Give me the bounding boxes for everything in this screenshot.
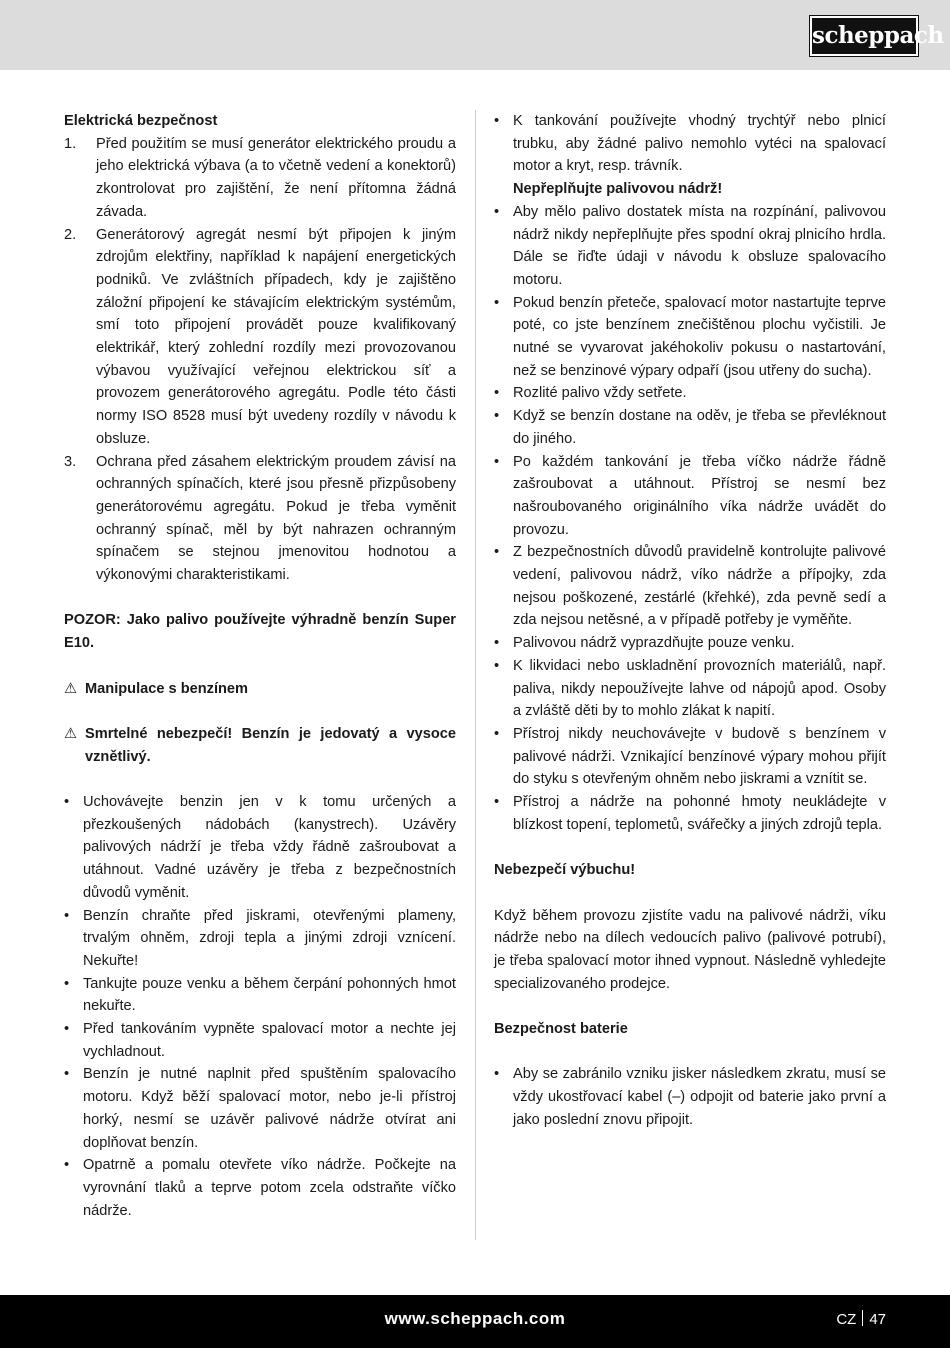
list-item-text: Aby mělo palivo dostatek místa na rozpínání, palivovou nádrž nikdy nepřeplňujte přes spodní okraj plnicího hrdla. Dále se řiďte údaji v návodu k obsluze spalovacího motoru.: [513, 203, 886, 288]
list-item: [64, 905, 456, 973]
list-item-text: Benzín je nutné naplnit před spuštěním spalovacího motoru. Když běží spalovací motor, nebo je-li přístroj horký, nesmí se uzávěr palivové nádrže otvírat ani doplňovat benzín.: [83, 1066, 456, 1151]
list-item-text: Rozlité palivo vždy setřete.: [513, 385, 687, 402]
list-item-text: Aby se zabránilo vzniku jisker následkem zkratu, musí se vždy ukostřovací kabel (–) odpojit od baterie jako první a jako poslední znovu připojit.: [513, 1066, 886, 1128]
list-item: [494, 201, 886, 292]
battery-safety-heading: Bezpečnost baterie: [494, 1021, 628, 1038]
list-item-text: Po každém tankování je třeba víčko nádrže řádně zašroubovat a utáhnout. Přístroj se nesmí bez našroubovaného originálního víka nádrže uvádět do provozu.: [513, 453, 886, 538]
danger-heading-text: Smrtelné nebezpečí! Benzín je jedovatý a vysoce vznětlivý.: [85, 725, 456, 765]
list-item: [494, 791, 886, 836]
bullet-icon: •: [494, 657, 500, 674]
page-indicator: [836, 1309, 886, 1332]
list-item: [494, 723, 886, 791]
bullet-icon: •: [494, 294, 500, 311]
bullet-icon: •: [494, 1066, 500, 1083]
bullet-icon: •: [494, 203, 500, 220]
bullet-icon: •: [494, 725, 500, 742]
no-overfill-warning: Nepřeplňujte palivovou nádrž!: [513, 181, 723, 198]
fuel-handling-bullet-list: [494, 201, 886, 837]
right-column: [494, 110, 886, 1132]
footer-website-link[interactable]: www.scheppach.com: [384, 1309, 566, 1328]
bullet-icon: •: [64, 1157, 70, 1174]
numbered-item: [64, 133, 456, 224]
list-item-text: Z bezpečnostních důvodů pravidelně kontrolujte palivové vedení, palivovou nádrž, víko nádrže a přípojky, zda nejsou poškozené, zestárlé (křehké), zda pevně sedí a zda nejsou netěsné, a v případě potřeby je vyměňte.: [513, 544, 886, 629]
list-item: [64, 1154, 456, 1222]
handling-heading: [64, 678, 456, 701]
item-text: Ochrana před zásahem elektrickým proudem závisí na ochranných spínačích, které jsou přesně přizpůsobeny generátorovému agregátu. Pokud je třeba vyměnit ochranný spínač, měl by být nahrazen ochranným spínačem se stejnou jmenovitou hodnotou a výkonovými charakteristikami.: [96, 453, 456, 584]
list-item: [64, 1063, 456, 1154]
bullet-icon: •: [64, 975, 70, 992]
explosion-paragraph: Když během provozu zjistíte vadu na palivové nádrži, víku nádrže nebo na dílech vedoucích palivo (palivové potrubí), je třeba spalovací motor ihned vypnout. Následně vyhledejte specializovaného prodejce.: [494, 907, 886, 992]
bullet-icon: •: [494, 113, 500, 129]
list-item-text: Pokud benzín přeteče, spalovací motor nastartujte teprve poté, co jste benzínem znečištěnou plochu vyčistili. Je nutné se vyvarovat jakéhokoliv pokusu o nastartování, než se benzinové výpary odpaří (jsou utřeny do sucha).: [513, 294, 886, 379]
bullet-icon: •: [494, 544, 500, 561]
list-item: [494, 110, 886, 178]
left-column: [64, 110, 456, 1222]
list-item-text: K likvidaci nebo uskladnění provozních materiálů, např. paliva, nikdy nepoužívejte lahve od nápojů apod. Osoby a zvláště děti by to mohlo zlákat k napití.: [513, 657, 886, 720]
bullet-icon: •: [494, 794, 500, 811]
list-item: [494, 292, 886, 383]
numbered-item: [64, 224, 456, 451]
list-item: [494, 541, 886, 632]
list-item: [494, 405, 886, 450]
refuel-bullet-list: [494, 110, 886, 178]
list-item-text: Přístroj a nádrže na pohonné hmoty neukládejte v blízkost topení, teplometů, svářečky a jiných zdrojů tepla.: [513, 794, 886, 833]
warning-triangle-icon: ⚠: [64, 680, 78, 697]
scheppach-logo: scheppach: [810, 16, 918, 56]
item-number: 3.: [64, 453, 77, 470]
bullet-icon: •: [494, 385, 500, 402]
list-item: [494, 632, 886, 655]
list-item: [64, 973, 456, 1018]
list-item-text: Palivovou nádrž vyprazdňujte pouze venku.: [513, 635, 795, 652]
fuel-bullet-list: [64, 791, 456, 1222]
list-item: [494, 655, 886, 723]
bullet-icon: •: [64, 1066, 70, 1083]
language-code: CZ: [836, 1311, 857, 1328]
column-divider: [475, 110, 476, 1240]
list-item-text: Tankujte pouze venku a během čerpání pohonných hmot nekuřte.: [83, 975, 456, 1015]
list-item-text: Když se benzín dostane na oděv, je třeba se převléknout do jiného.: [513, 408, 886, 447]
fuel-caution: POZOR: Jako palivo používejte výhradně benzín Super E10.: [64, 612, 456, 652]
list-item-text: Přístroj nikdy neuchovávejte v budově s benzínem v palivové nádrži. Vznikající benzínové výpary mohou přijít do styku s otevřeným ohněm nebo jiskrami a vznítit se.: [513, 725, 886, 788]
electric-safety-list: [64, 133, 456, 587]
battery-bullet-list: [494, 1063, 886, 1131]
list-item: [64, 791, 456, 905]
footer-band: [0, 1295, 950, 1348]
item-number: 1.: [64, 135, 77, 152]
warning-triangle-icon: ⚠: [64, 725, 78, 742]
electric-safety-heading: Elektrická bezpečnost: [64, 113, 218, 129]
explosion-heading: Nebezpečí výbuchu!: [494, 862, 636, 879]
list-item: [494, 1063, 886, 1131]
list-item: [64, 1018, 456, 1063]
bullet-icon: •: [494, 453, 500, 470]
page-separator: [862, 1310, 863, 1326]
list-item: [494, 451, 886, 542]
bullet-icon: •: [494, 635, 500, 652]
item-text: Před použitím se musí generátor elektrického proudu a jeho elektrická výbava (a to včetně vedení a konektorů) zkontrolovat pro zajištění, že není přítomna žádná závada.: [96, 135, 456, 220]
list-item-text: Opatrně a pomalu otevřete víko nádrže. Počkejte na vyrovnání tlaků a teprve potom zcela odstraňte víčko nádrže.: [83, 1157, 456, 1219]
numbered-item: [64, 451, 456, 587]
bullet-icon: •: [64, 794, 70, 811]
list-item: [494, 382, 886, 405]
list-item-text: Před tankováním vypněte spalovací motor a nechte jej vychladnout.: [83, 1021, 456, 1060]
bullet-icon: •: [64, 907, 70, 924]
header-band: [0, 0, 950, 70]
page-number: 47: [869, 1311, 886, 1328]
danger-heading: [64, 723, 456, 768]
list-item-text: Uchovávejte benzin jen v k tomu určených a přezkoušených nádobách (kanystrech). Uzávěry palivových nádrží je třeba vždy řádně zašroubovat a utáhnout. Vadné uzávěry je třeba z bezpečnostních důvodů vyměnit.: [83, 794, 456, 901]
bullet-icon: •: [64, 1021, 70, 1038]
list-item-text: Benzín chraňte před jiskrami, otevřenými plameny, trvalým ohněm, zdroji tepla a jinými zdroji vznícení. Nekuřte!: [83, 907, 456, 969]
list-item-text: K tankování používejte vhodný trychtýř nebo plnicí trubku, aby žádné palivo nemohlo vytéci na spalovací motor a kryt, resp. trávník.: [513, 113, 886, 175]
handling-heading-text: Manipulace s benzínem: [85, 680, 249, 697]
bullet-icon: •: [494, 408, 500, 425]
item-text: Generátorový agregát nesmí být připojen k jiným zdrojům elektřiny, například k napájení energetických podniků. Ve zvláštních případech, kdy je zajištěno záložní připojení ke stávajícím elektrickým systémům, smí toto připojení provádět pouze kvalifikovaný elektrikář, který zohlední rozdíly mezi provozovanou výbavou využívající veřejnou elektrickou síť a provozem generátorového agregátu. Podle této části normy ISO 8528 musí být uvedeny rozdíly v návodu k obsluze.: [96, 226, 456, 447]
item-number: 2.: [64, 226, 77, 243]
